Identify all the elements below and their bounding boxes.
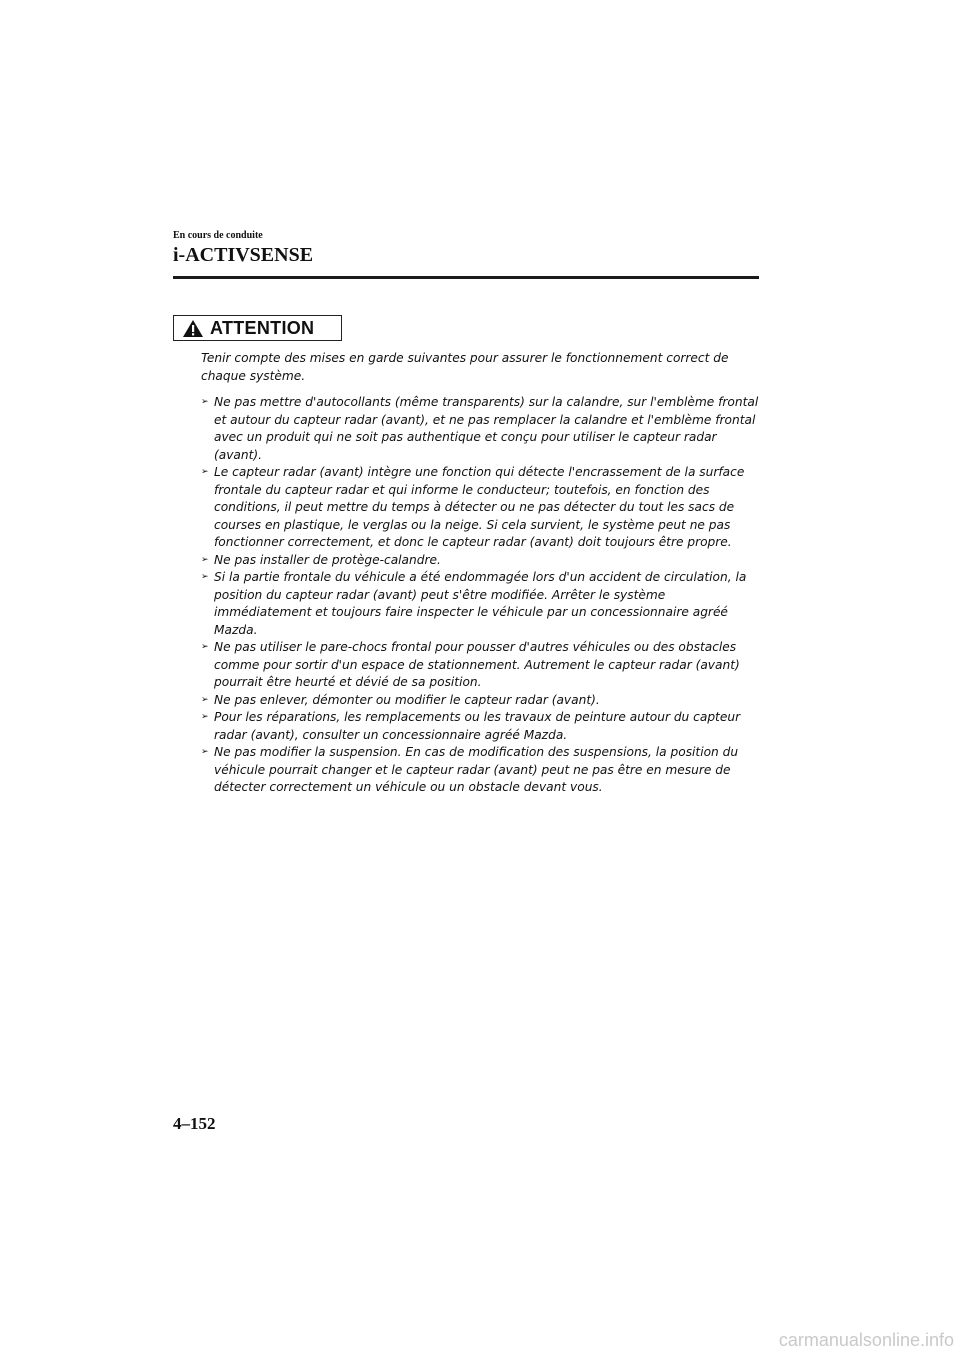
- bullet-arrow-icon: ➢: [201, 572, 209, 582]
- section-label: En cours de conduite: [173, 230, 263, 241]
- list-item: ➢ Si la partie frontale du véhicule a été endommagée lors d'un accident de circulation, la position du capteur radar (avant) peut s'être modifiée. Arrêter le système immédiatement et toujours faire inspecter le véhicule par un concessionnaire agréé Mazda.: [201, 570, 747, 637]
- page-number: 4–152: [173, 1114, 216, 1133]
- page-title: i-ACTIVSENSE: [173, 244, 314, 266]
- bullet-arrow-icon: ➢: [201, 397, 209, 407]
- attention-intro: Tenir compte des mises en garde suivantes pour assurer le fonctionnement correct de chaque système.: [201, 351, 729, 383]
- header-divider: [173, 276, 759, 279]
- bullet-arrow-icon: ➢: [201, 747, 209, 757]
- attention-content: [201, 350, 761, 797]
- attention-label: ATTENTION: [210, 317, 315, 338]
- list-item: ➢ Ne pas installer de protège-calandre.: [201, 552, 761, 570]
- warning-triangle-icon: [182, 319, 204, 338]
- list-item: ➢ Ne pas mettre d'autocollants (même transparents) sur la calandre, sur l'emblème frontal et autour du capteur radar (avant), et ne pas remplacer la calandre et l'emblème frontal avec un produit qui ne soit pas authentique et conçu pour utiliser le capteur radar (avant).: [201, 395, 759, 462]
- bullet-arrow-icon: ➢: [201, 694, 209, 705]
- list-item: ➢ Pour les réparations, les remplacements ou les travaux de peinture autour du capteur radar (avant), consulter un concessionnaire agréé Mazda.: [201, 710, 741, 742]
- list-item: ➢ Le capteur radar (avant) intègre une fonction qui détecte l'encrassement de la surface frontale du capteur radar et qui informe le conducteur; toutefois, en fonction des conditions, il peut mettre du temps à détecter ou ne pas détecter du tout les sacs de courses en plastique, le verglas ou la neige. Si cela survient, le système peut ne pas fonctionner correctement, et donc le capteur radar (avant) doit toujours être propre.: [201, 465, 745, 549]
- list-item: ➢ Ne pas enlever, démonter ou modifier le capteur radar (avant).: [201, 692, 761, 710]
- bullet-arrow-icon: ➢: [201, 712, 209, 722]
- warning-list: [201, 394, 761, 797]
- bullet-arrow-icon: ➢: [201, 467, 209, 477]
- attention-heading: [173, 315, 342, 341]
- bullet-arrow-icon: ➢: [201, 642, 209, 652]
- bullet-arrow-icon: ➢: [201, 554, 209, 565]
- list-item: ➢ Ne pas utiliser le pare-chocs frontal pour pousser d'autres véhicules ou des obstacles comme pour sortir d'un espace de stationnement. Autrement le capteur radar (avant) pourrait être heurté et dévié de sa position.: [201, 640, 740, 689]
- watermark: carmanualsonline.info: [778, 1330, 954, 1350]
- list-item: ➢ Ne pas modifier la suspension. En cas de modification des suspensions, la position du véhicule pourrait changer et le capteur radar (avant) peut ne pas être en mesure de détecter correctement un véhicule ou un obstacle devant vous.: [201, 745, 739, 794]
